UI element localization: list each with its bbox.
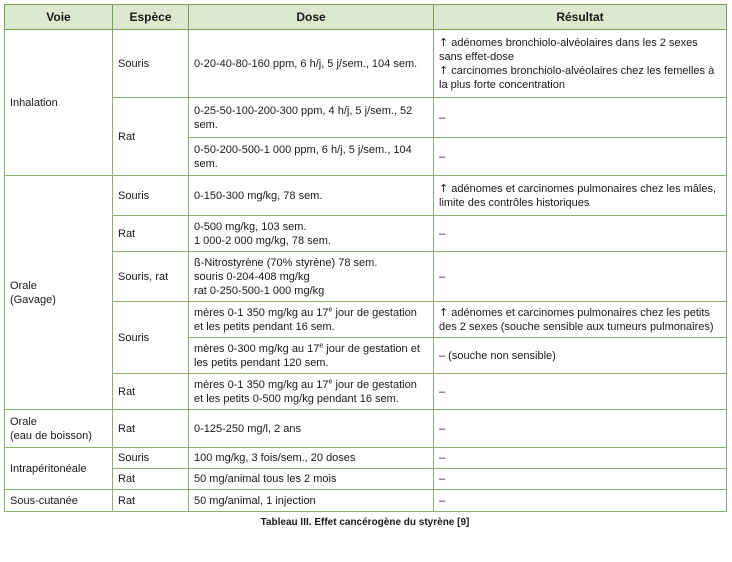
dose-cell: 0-500 mg/kg, 103 sem. 1 000-2 000 mg/kg, 78 sem. (189, 216, 434, 252)
dash-icon: – (439, 385, 446, 398)
dose-cell: mères 0-1 350 mg/kg au 17e jour de gestation et les petits 0-500 mg/kg pendant 16 sem. (189, 374, 434, 410)
up-arrow-icon: ↑ (439, 35, 449, 49)
result-line: ↑ adénomes bronchiolo-alvéolaires dans les 2 sexes sans effet-dose (439, 35, 698, 63)
resultat-cell: ↑ adénomes et carcinomes pulmonaires chez les petits des 2 sexes (souche sensible aux tumeurs pulmonaires) (434, 302, 727, 338)
resultat-cell (434, 216, 727, 252)
dose-cell: 0-50-200-500-1 000 ppm, 6 h/j, 5 j/sem., 104 sem. (189, 138, 434, 176)
table-container (4, 4, 726, 528)
espece-cell: Rat (113, 469, 189, 490)
header-voie: Voie (5, 5, 113, 30)
table-row (5, 490, 727, 512)
dash-icon: – (439, 270, 446, 283)
dose-cell: 0-150-300 mg/kg, 78 sem. (189, 176, 434, 216)
table-row (5, 448, 727, 469)
dose-cell: 100 mg/kg, 3 fois/sem., 20 doses (189, 448, 434, 469)
dash-icon: – (439, 111, 446, 124)
header-dose: Dose (189, 5, 434, 30)
table-header-row (5, 5, 727, 30)
dose-cell: 0-125-250 mg/l, 2 ans (189, 410, 434, 448)
dash-icon: – (439, 422, 446, 435)
table-row (5, 469, 727, 490)
dash-icon: – (439, 452, 446, 464)
up-arrow-icon: ↑ (439, 63, 449, 77)
espece-cell: Rat (113, 410, 189, 448)
espece-cell: Souris, rat (113, 252, 189, 302)
dose-cell: mères 0-300 mg/kg au 17e jour de gestation et les petits pendant 120 sem. (189, 338, 434, 374)
header-espece: Espèce (113, 5, 189, 30)
resultat-cell (434, 490, 727, 512)
dose-cell: 0-20-40-80-160 ppm, 6 h/j, 5 j/sem., 104 sem. (189, 30, 434, 98)
voie-cell: Sous-cutanée (5, 490, 113, 512)
dose-cell: mères 0-1 350 mg/kg au 17e jour de gestation et les petits pendant 16 sem. (189, 302, 434, 338)
voie-cell: Orale (eau de boisson) (5, 410, 113, 448)
up-arrow-icon: ↑ (439, 305, 449, 319)
table-row (5, 302, 727, 338)
table-row (5, 252, 727, 302)
espece-cell: Rat (113, 490, 189, 512)
dose-cell: 50 mg/animal, 1 injection (189, 490, 434, 512)
espece-cell: Souris (113, 302, 189, 374)
table-row (5, 176, 727, 216)
dash-icon: – (439, 227, 446, 240)
espece-cell: Souris (113, 448, 189, 469)
resultat-cell (434, 252, 727, 302)
table-row (5, 374, 727, 410)
table-caption: Tableau III. Effet cancérogène du styrène [9] (260, 517, 470, 528)
espece-cell: Souris (113, 30, 189, 98)
resultat-cell (434, 374, 727, 410)
table-row (5, 216, 727, 252)
dash-icon: – (439, 150, 446, 163)
resultat-cell: – (souche non sensible) (434, 338, 727, 374)
resultat-cell: ↑ adénomes et carcinomes pulmonaires chez les mâles, limite des contrôles historiques (434, 176, 727, 216)
table-row (5, 30, 727, 98)
voie-cell: Orale (Gavage) (5, 176, 113, 410)
dose-cell: 50 mg/animal tous les 2 mois (189, 469, 434, 490)
espece-cell: Rat (113, 216, 189, 252)
resultat-cell (434, 30, 727, 98)
resultat-cell (434, 98, 727, 138)
dose-cell: 0-25-50-100-200-300 ppm, 4 h/j, 5 j/sem., 52 sem. (189, 98, 434, 138)
dose-cell: ß-Nitrostyrène (70% styrène) 78 sem. souris 0-204-408 mg/kg rat 0-250-500-1 000 mg/kg (189, 252, 434, 302)
resultat-cell (434, 448, 727, 469)
carcinogenic-effect-table (4, 4, 727, 512)
espece-cell: Rat (113, 374, 189, 410)
voie-cell: Intrapéritonéale (5, 448, 113, 490)
result-line: ↑ carcinomes bronchiolo-alvéolaires chez les femelles à la plus forte concentration (439, 63, 715, 91)
up-arrow-icon: ↑ (439, 181, 449, 195)
table-row (5, 410, 727, 448)
voie-cell: Inhalation (5, 30, 113, 176)
table-row (5, 98, 727, 138)
resultat-cell (434, 138, 727, 176)
resultat-cell (434, 410, 727, 448)
dash-icon: – (439, 494, 446, 507)
header-resultat: Résultat (434, 5, 727, 30)
resultat-cell (434, 469, 727, 490)
espece-cell: Rat (113, 98, 189, 176)
espece-cell: Souris (113, 176, 189, 216)
dash-icon: – (439, 473, 446, 485)
